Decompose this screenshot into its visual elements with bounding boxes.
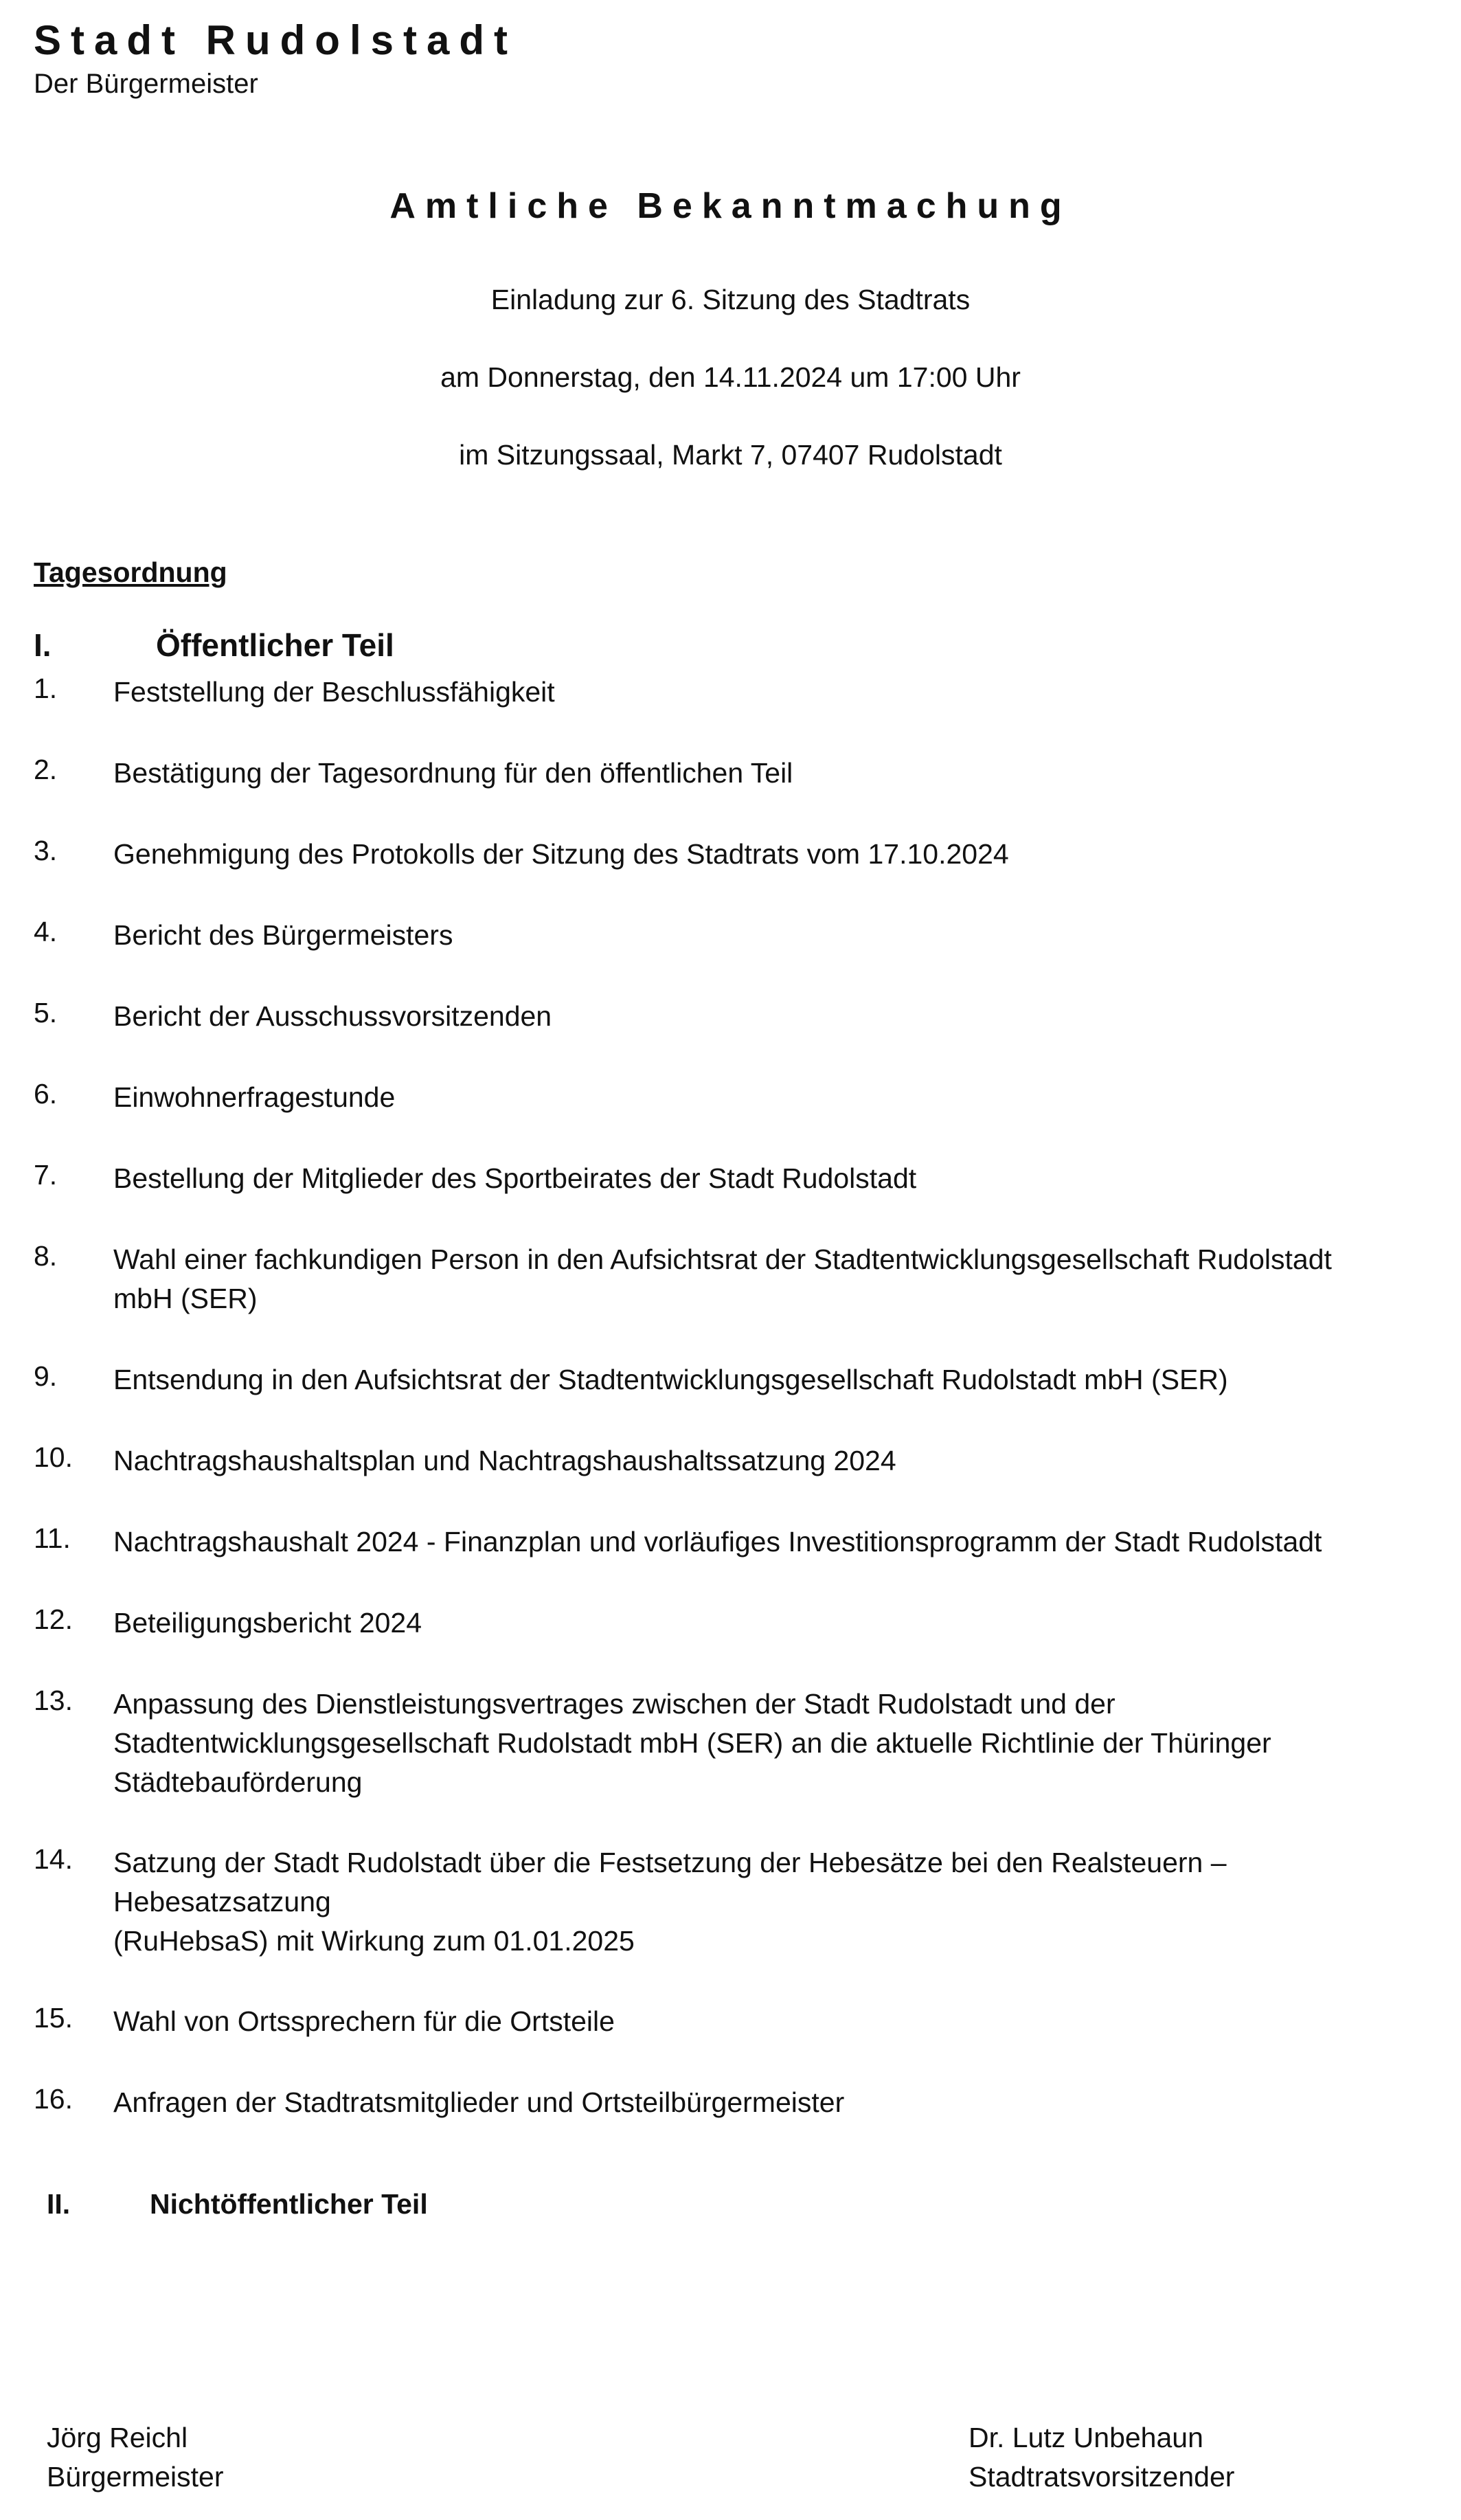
- location-line: im Sitzungssaal, Markt 7, 07407 Rudolstadt: [459, 439, 1002, 471]
- agenda-heading: Tagesordnung: [34, 556, 227, 588]
- signature-right-name: Dr. Lutz Unbehaun: [969, 2422, 1203, 2453]
- agenda-item-text: Bericht der Ausschussvorsitzenden: [113, 1000, 552, 1032]
- agenda-item-text: Anfragen der Stadtratsmitglieder und Ortsteilbürgermeister: [113, 2086, 845, 2118]
- agenda-item-text: Bestellung der Mitglieder des Sportbeirates der Stadt Rudolstadt: [113, 1162, 917, 1194]
- agenda-item-number: 7.: [34, 1159, 58, 1191]
- document-title: Amtliche Bekanntmachung: [389, 186, 1072, 226]
- agenda-item-number: 16.: [34, 2083, 73, 2115]
- public-section-title: Öffentlicher Teil: [156, 627, 394, 663]
- agenda-item-text: Bestätigung der Tagesordnung für den öffentlichen Teil: [113, 757, 793, 789]
- agenda-item-number: 15.: [34, 2002, 73, 2034]
- date-line: am Donnerstag, den 14.11.2024 um 17:00 Uhr: [440, 361, 1021, 393]
- signature-left-name: Jörg Reichl: [47, 2422, 188, 2453]
- signature-left: [47, 2418, 223, 2497]
- agenda-item-text: Beteiligungsbericht 2024: [113, 1607, 422, 1639]
- agenda-item-text: Nachtragshaushaltsplan und Nachtragshaushaltssatzung 2024: [113, 1445, 896, 1476]
- signature-left-role: Bürgermeister: [47, 2461, 224, 2493]
- signature-right-role: Stadtratsvorsitzender: [969, 2461, 1235, 2493]
- organization-subtitle: Der Bürgermeister: [34, 69, 258, 99]
- agenda-item-number: 2.: [34, 754, 58, 785]
- agenda-item-text: Anpassung des Dienstleistungsvertrages zwischen der Stadt Rudolstadt und der Stadtentwicklungsgesellschaft Rudolstadt mbH (SER) an die aktuelle Richtlinie der Thüringer Städtebauförderung: [113, 1688, 1271, 1798]
- agenda-item-text: Einwohnerfragestunde: [113, 1081, 396, 1113]
- agenda-item-number: 12.: [34, 1604, 73, 1635]
- agenda-item-number: 5.: [34, 997, 58, 1028]
- agenda-item-number: 8.: [34, 1240, 58, 1272]
- public-section-number: I.: [34, 627, 52, 663]
- agenda-item-text: Bericht des Bürgermeisters: [113, 919, 453, 951]
- agenda-item-number: 13.: [34, 1685, 73, 1716]
- agenda-item-number: 11.: [34, 1522, 71, 1554]
- agenda-item-text: Wahl von Ortssprechern für die Ortsteile: [113, 2005, 615, 2037]
- agenda-item-number: 9.: [34, 1360, 58, 1392]
- agenda-item-text: Genehmigung des Protokolls der Sitzung des Stadtrats vom 17.10.2024: [113, 838, 1009, 870]
- agenda-item-number: 4.: [34, 916, 58, 947]
- agenda-item-number: 6.: [34, 1078, 58, 1110]
- agenda-item-number: 3.: [34, 835, 58, 866]
- agenda-item-text: Feststellung der Beschlussfähigkeit: [113, 676, 555, 708]
- agenda-item-number: 14.: [34, 1843, 73, 1875]
- nonpublic-section-title: Nichtöffentlicher Teil: [150, 2188, 428, 2220]
- nonpublic-section-number: II.: [47, 2188, 71, 2220]
- organization-name: Stadt Rudolstadt: [34, 17, 517, 63]
- signature-right: [969, 2418, 1234, 2497]
- invitation-line: Einladung zur 6. Sitzung des Stadtrats: [490, 284, 971, 315]
- agenda-item-text: Nachtragshaushalt 2024 - Finanzplan und vorläufiges Investitionsprogramm der Stadt Rudolstadt: [113, 1526, 1322, 1557]
- agenda-item-text: Entsendung in den Aufsichtsrat der Stadtentwicklungsgesellschaft Rudolstadt mbH (SER): [113, 1364, 1228, 1395]
- agenda-item-number: 1.: [34, 673, 58, 704]
- agenda-item-text: Wahl einer fachkundigen Person in den Aufsichtsrat der Stadtentwicklungsgesellschaft Rudolstadt mbH (SER): [113, 1244, 1332, 1314]
- agenda-item-text: Satzung der Stadt Rudolstadt über die Festsetzung der Hebesätze bei den Realsteuern – Hebesatzsatzung (RuHebsaS) mit Wirkung zum 01.01.2025: [113, 1847, 1227, 1957]
- agenda-item-number: 10.: [34, 1441, 73, 1473]
